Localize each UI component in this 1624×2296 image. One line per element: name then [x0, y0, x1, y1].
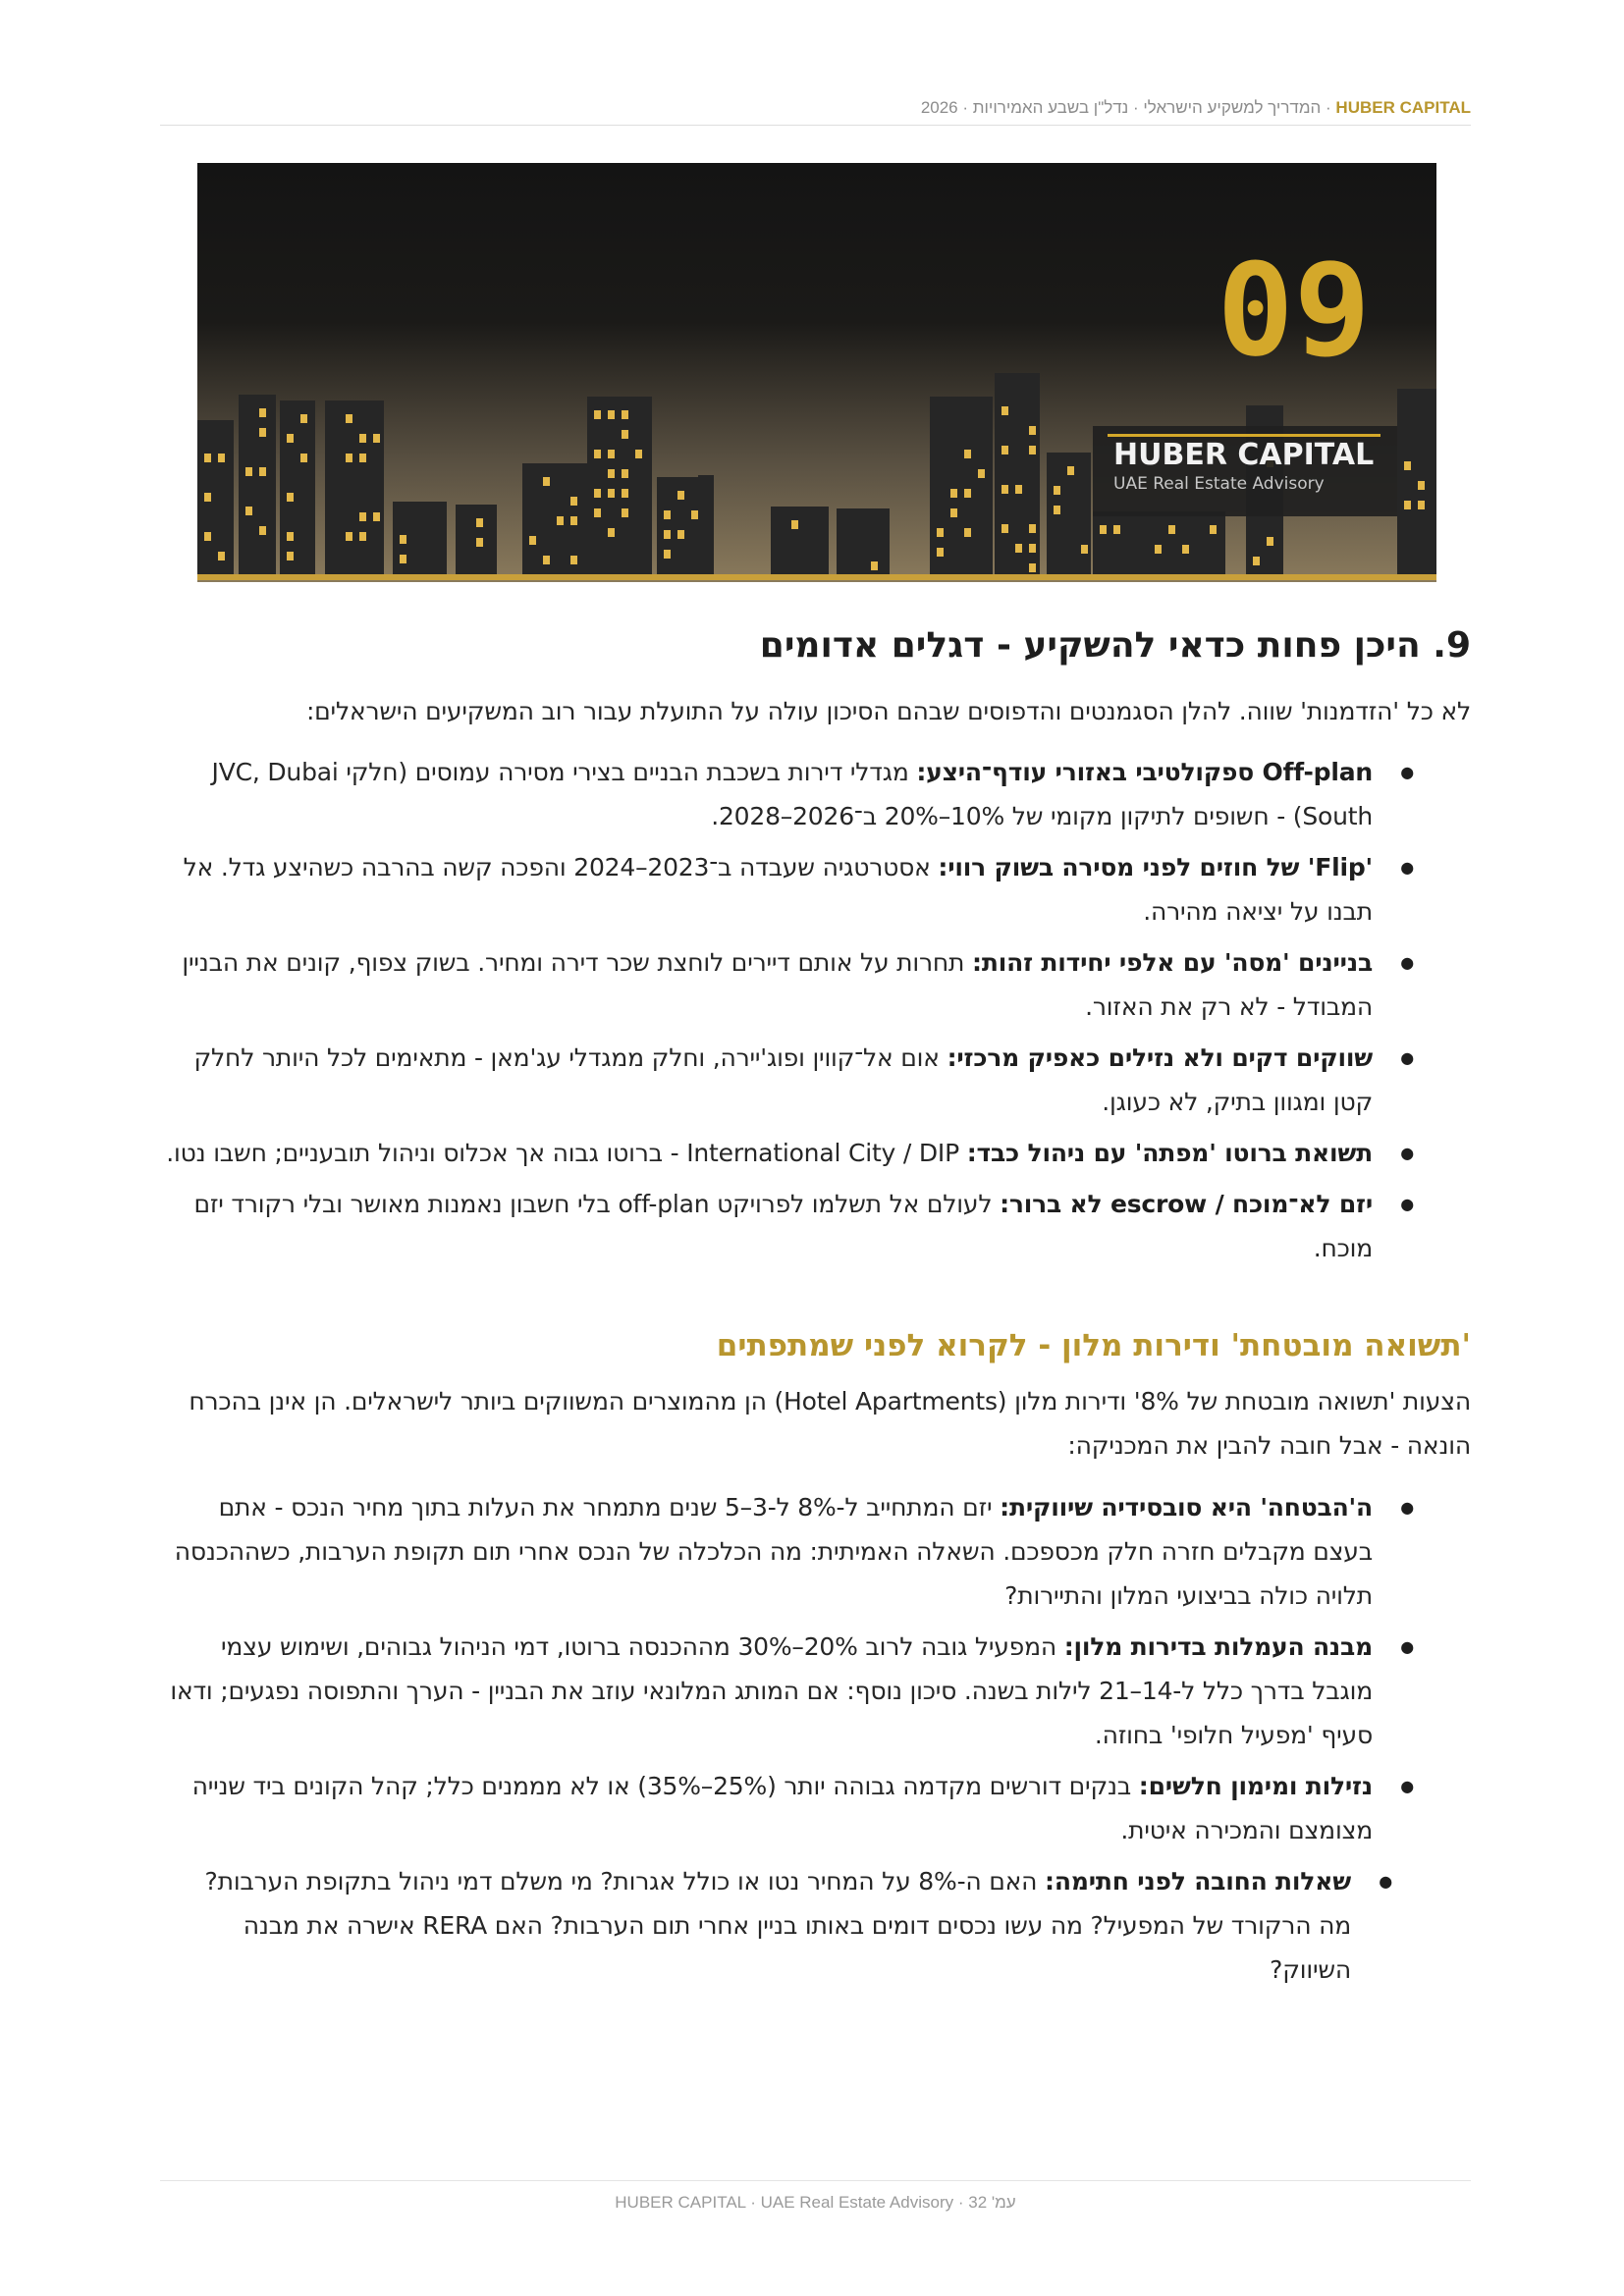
- skyline-window: [529, 536, 536, 545]
- skyline-window: [1001, 446, 1008, 454]
- skyline-window: [677, 530, 684, 539]
- header-brand: HUBER CAPITAL: [1335, 98, 1471, 117]
- list-item: [160, 1764, 1471, 1852]
- skyline-window: [1001, 406, 1008, 415]
- skyline-window: [594, 410, 601, 419]
- skyline-window: [400, 555, 406, 563]
- subsection-intro: הצעות 'תשואה מובטחת של 8%' ודירות מלון (Hotel Apartments) הן מהמוצרים המשווקים ביותר לישראלים. הן אינן בהכרח הונאה - אבל חובה להבין את המכניקה:: [189, 1387, 1471, 1460]
- skyline-window: [259, 526, 266, 535]
- chapter-banner: [197, 163, 1436, 582]
- skyline-window: [622, 410, 628, 419]
- list-item: [160, 940, 1471, 1029]
- skyline-window: [245, 467, 252, 476]
- guaranteed-yield-list: [160, 1485, 1471, 1999]
- item-text: בנקים דורשים מקדמה גבוהה יותר (25%–35%) או לא מממנים כלל; קהל הקונים ביד שנייה מצומצם והמכירה איטית.: [191, 1772, 1373, 1844]
- skyline-window: [1029, 544, 1036, 553]
- skyline-window: [1113, 525, 1120, 534]
- skyline-window: [1404, 501, 1411, 509]
- skyline-window: [259, 467, 266, 476]
- item-lead: יזם לא־מוכח / escrow לא ברור:: [1000, 1190, 1373, 1218]
- skyline-window: [937, 548, 944, 557]
- skyline-window: [1168, 525, 1175, 534]
- item-text: האם ה-8% על המחיר נטו או כולל אגרות? מי משלם דמי ניהול בתקופת הערבות? מה הרקורד של המפעיל? מה עשו נכסים דומים באותו בניין אחרי תום הערבות? האם RERA אישרה את מבנה השיווק?: [204, 1867, 1351, 1984]
- banner-ground-line: [197, 574, 1436, 580]
- skyline-building: [522, 463, 587, 574]
- list-item: [160, 1485, 1471, 1618]
- skyline-window: [871, 561, 878, 570]
- skyline-window: [259, 428, 266, 437]
- skyline-window: [1418, 501, 1425, 509]
- skyline-window: [1054, 506, 1060, 514]
- skyline-window: [400, 535, 406, 544]
- skyline-building: [197, 420, 234, 574]
- skyline-window: [1081, 545, 1088, 554]
- skyline-building: [698, 475, 714, 574]
- skyline-window: [543, 556, 550, 564]
- skyline-window: [1404, 461, 1411, 470]
- item-lead: נזילות ומימון חלשים:: [1138, 1772, 1373, 1800]
- skyline-window: [937, 528, 944, 537]
- badge-top-rule: [1108, 434, 1380, 437]
- item-text: יזם המתחייב ל-8% ל-3–5 שנים מתמחר את העלות בתוך מחיר הנכס - אתם בעצם מקבלים חזרה חלק מכספכם. השאלה האמיתית: מה הכלכלה של הנכס אחרי תום תקופת הערבות, כשההכנסה תלויה כולה בביצועי המלון והתיירות?: [174, 1493, 1373, 1610]
- skyline-window: [359, 434, 366, 443]
- red-flags-list: [160, 750, 1471, 1277]
- item-text: המפעיל גובה לרוב 20%–30% מההכנסה ברוטו, דמי הניהול גבוהים, ושימוש עצמי מוגבל בדרך כלל ל-14–21 לילות בשנה. סיכון נוסף: אם המותג המלונאי עוזב את הבניין - הערך והתפוסה נפגעים; ודאו סעיף 'מפעיל חלופי' בחוזה.: [170, 1632, 1373, 1749]
- item-lead: שווקים דקים ולא נזילים כאפיק מרכזי:: [947, 1043, 1373, 1072]
- skyline-building: [930, 397, 993, 574]
- skyline-window: [287, 434, 294, 443]
- skyline-building: [1093, 511, 1225, 574]
- skyline-window: [570, 497, 577, 506]
- skyline-window: [677, 491, 684, 500]
- skyline-window: [1418, 481, 1425, 490]
- skyline-window: [245, 507, 252, 515]
- item-text: International City / DIP - ברוטו גבוה אך אכלוס וניהול תובעניים; חשבו נטו.: [166, 1139, 967, 1167]
- skyline-window: [1029, 563, 1036, 572]
- skyline-window: [346, 454, 352, 462]
- skyline-window: [594, 450, 601, 458]
- skyline-window: [1029, 426, 1036, 435]
- skyline-window: [1001, 485, 1008, 494]
- brand-badge: [1093, 426, 1397, 516]
- footer-separator: ·: [953, 2193, 969, 2212]
- footer-line: [160, 2193, 1471, 2213]
- footer-brand: HUBER CAPITAL · UAE Real Estate Advisory: [615, 2193, 954, 2212]
- list-item: [160, 1131, 1471, 1175]
- skyline-window: [622, 469, 628, 478]
- skyline-building: [280, 400, 315, 574]
- list-item: [160, 1859, 1471, 1992]
- skyline-window: [594, 489, 601, 498]
- skyline-building: [771, 507, 829, 574]
- skyline-window: [1029, 446, 1036, 454]
- skyline-window: [1067, 466, 1074, 475]
- skyline-window: [1100, 525, 1107, 534]
- skyline-window: [570, 556, 577, 564]
- subsection-title: 'תשואה מובטחת' ודירות מלון - לקרוא לפני שמתפתים: [716, 1328, 1471, 1363]
- skyline-window: [1029, 524, 1036, 533]
- item-lead: בניינים 'מסה' עם אלפי יחידות זהות:: [972, 948, 1373, 977]
- skyline-building: [1397, 389, 1436, 574]
- skyline-window: [259, 408, 266, 417]
- skyline-window: [218, 552, 225, 561]
- skyline-window: [476, 538, 483, 547]
- item-text: לעולם אל תשלמו לפרויקט off-plan בלי חשבון נאמנות מאושר ובלי רקורד יזם מוכח.: [193, 1190, 1373, 1262]
- skyline-window: [204, 493, 211, 502]
- list-item: [160, 750, 1471, 838]
- skyline-window: [791, 520, 798, 529]
- skyline-window: [622, 430, 628, 439]
- skyline-window: [608, 450, 615, 458]
- skyline-window: [950, 508, 957, 517]
- skyline-building: [239, 395, 276, 574]
- item-lead: Off-plan ספקולטיבי באזורי עודף־היצע:: [916, 758, 1373, 786]
- skyline-window: [964, 450, 971, 458]
- skyline-window: [287, 532, 294, 541]
- skyline-window: [1001, 524, 1008, 533]
- skyline-window: [204, 532, 211, 541]
- skyline-window: [608, 469, 615, 478]
- skyline-window: [608, 528, 615, 537]
- page-footer: [160, 2180, 1471, 2213]
- skyline-window: [1015, 485, 1022, 494]
- skyline-building: [837, 508, 890, 574]
- skyline-window: [664, 550, 671, 559]
- skyline-window: [1155, 545, 1162, 554]
- list-item: [160, 1036, 1471, 1124]
- skyline-window: [964, 489, 971, 498]
- skyline-window: [346, 414, 352, 423]
- skyline-window: [1182, 545, 1189, 554]
- skyline-window: [1210, 525, 1217, 534]
- item-text: מגדלי דירות בשכבת הבניים בצירי מסירה עמוסים (חלקי JVC, Dubai South) - חשופים לתיקון מקומי של 10%–20% ב־2026–2028.: [211, 758, 1373, 830]
- skyline-window: [359, 532, 366, 541]
- skyline-window: [373, 512, 380, 521]
- skyline-window: [964, 528, 971, 537]
- skyline-window: [359, 512, 366, 521]
- skyline-window: [543, 477, 550, 486]
- skyline-window: [1015, 544, 1022, 553]
- skyline-window: [287, 552, 294, 561]
- skyline-window: [570, 516, 577, 525]
- list-item: [160, 1625, 1471, 1757]
- skyline-window: [557, 516, 564, 525]
- item-lead: מבנה העמלות בדירות מלון:: [1063, 1632, 1373, 1661]
- skyline-window: [300, 414, 307, 423]
- skyline-window: [691, 510, 698, 519]
- skyline-window: [664, 530, 671, 539]
- section-title: 9. היכן פחות כדאי להשקיע - דגלים אדומים: [759, 625, 1471, 666]
- item-lead: ה'הבטחה' היא סובסידיה שיווקית:: [1000, 1493, 1373, 1522]
- skyline-window: [608, 410, 615, 419]
- skyline-building: [587, 397, 652, 574]
- chapter-number: 09: [1217, 236, 1371, 385]
- list-item: [160, 1182, 1471, 1270]
- skyline-window: [950, 489, 957, 498]
- brand-tagline: UAE Real Estate Advisory: [1113, 474, 1325, 494]
- skyline-window: [287, 493, 294, 502]
- list-item: [160, 845, 1471, 934]
- header-separator: ·: [1321, 98, 1336, 117]
- skyline-window: [476, 518, 483, 527]
- skyline-window: [1054, 486, 1060, 495]
- item-text: אסטרטגיה שעבדה ב־2023–2024 והפכה קשה בהרבה כשהיצע גדל. אל תבנו על יציאה מהירה.: [183, 853, 1373, 926]
- skyline-window: [622, 508, 628, 517]
- header-line: [921, 98, 1471, 118]
- running-header: [160, 98, 1471, 126]
- skyline-window: [608, 489, 615, 498]
- item-text: תחרות על אותם דיירים לוחצת שכר דירה ומחיר. בשוק צפוף, קונים את הבניין המבודל - לא רק את האזור.: [182, 948, 1373, 1021]
- skyline-window: [359, 454, 366, 462]
- skyline-window: [373, 434, 380, 443]
- skyline-window: [664, 510, 671, 519]
- item-lead: 'Flip' של חוזים לפני מסירה בשוק רווי:: [938, 853, 1373, 881]
- skyline-window: [218, 454, 225, 462]
- skyline-window: [1253, 557, 1260, 565]
- skyline-window: [300, 454, 307, 462]
- brand-name: HUBER CAPITAL: [1113, 438, 1375, 472]
- item-lead: שאלות החובה לפני חתימה:: [1045, 1867, 1351, 1896]
- skyline-building: [325, 400, 384, 574]
- skyline-window: [635, 450, 642, 458]
- skyline-window: [622, 489, 628, 498]
- section-intro: לא כל 'הזדמנות' שווה. להלן הסגמנטים והדפוסים שבהם הסיכון עולה על התועלת עבור רוב המשקיעים הישראלים:: [305, 697, 1471, 725]
- skyline-window: [346, 532, 352, 541]
- skyline-window: [1267, 537, 1273, 546]
- header-subtitle: המדריך למשקיע הישראלי · נדל"ן בשבע האמירויות · 2026: [920, 98, 1322, 117]
- skyline-window: [594, 508, 601, 517]
- page-number: עמ' 32: [968, 2193, 1016, 2212]
- item-text: אום אל־קווין ופוג'יירה, וחלק ממגדלי עג'מאן - מתאימים לכל היותר לחלק קטן ומגוון בתיק, לא כעוגן.: [193, 1043, 1373, 1116]
- skyline-window: [204, 454, 211, 462]
- skyline-window: [978, 469, 985, 478]
- item-lead: תשואת ברוטו 'מפתה' עם ניהול כבד:: [966, 1139, 1373, 1167]
